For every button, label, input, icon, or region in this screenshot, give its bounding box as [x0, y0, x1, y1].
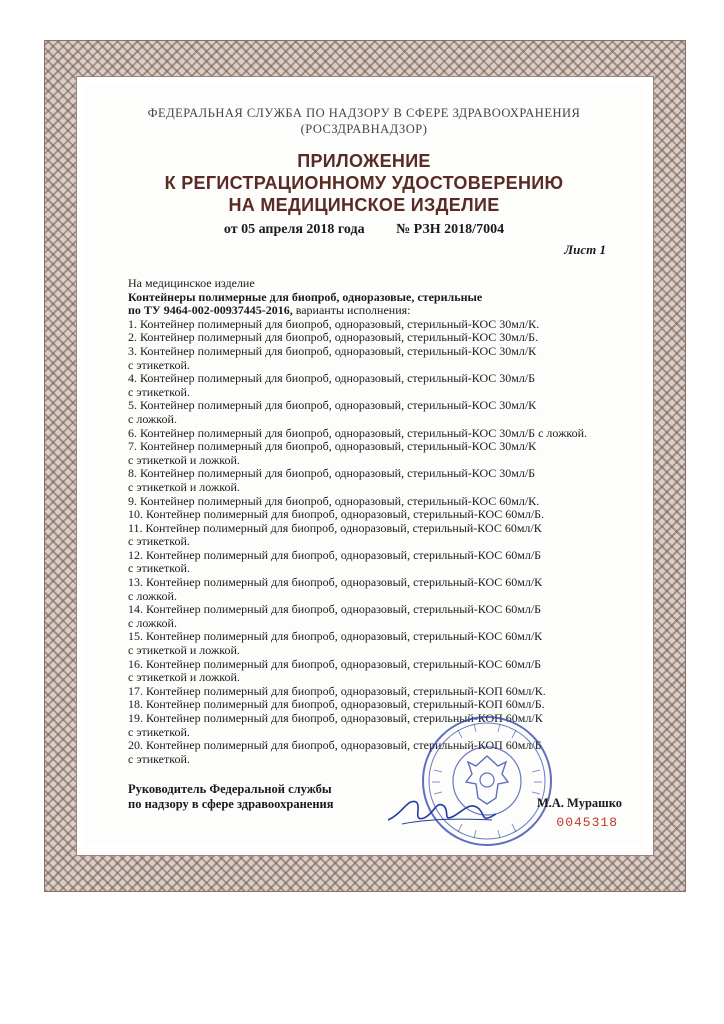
serial-number: 0045318: [556, 815, 618, 830]
variant-list-item: 10. Контейнер полимерный для биопроб, одноразовый, стерильный-КОС 60мл/Б.: [128, 507, 545, 522]
product-name: Контейнеры полимерные для биопроб, одноразовые, стерильные: [128, 289, 483, 304]
variant-list-item: 15. Контейнер полимерный для биопроб, одноразовый, стерильный-КОС 60мл/К: [128, 629, 543, 644]
variant-list-item: с ложкой.: [128, 588, 177, 603]
variant-list-item: с ложкой.: [128, 615, 177, 630]
variant-list-item: с этикеткой и ложкой.: [128, 643, 240, 658]
title-line-3: НА МЕДИЦИНСКОЕ ИЗДЕЛИЕ: [228, 195, 500, 215]
date-number-line: [84, 222, 644, 238]
variant-list-item: 6. Контейнер полимерный для биопроб, одноразовый, стерильный-КОС 30мл/Б с ложкой.: [128, 425, 588, 440]
sheet-number: Лист 1: [564, 242, 606, 257]
title-line-1: ПРИЛОЖЕНИЕ: [297, 151, 431, 171]
position-line-1: Руководитель Федеральной службы: [128, 782, 332, 796]
variant-list-item: 1. Контейнер полимерный для биопроб, одноразовый, стерильный-КОС 30мл/К.: [128, 316, 540, 331]
variant-list-item: 5. Контейнер полимерный для биопроб, одноразовый, стерильный-КОС 30мл/К: [128, 398, 537, 413]
variant-list-item: с этикеткой.: [128, 384, 190, 399]
variant-list-item: 13. Контейнер полимерный для биопроб, одноразовый, стерильный-КОС 60мл/К: [128, 575, 543, 590]
agency-name: ФЕДЕРАЛЬНАЯ СЛУЖБА ПО НАДЗОРУ В СФЕРЕ ЗДРАВООХРАНЕНИЯ: [147, 106, 581, 120]
registration-number: № РЗН 2018/7004: [396, 222, 505, 237]
variant-list-item: 20. Контейнер полимерный для биопроб, одноразовый, стерильный-КОП 60мл/Б: [128, 738, 542, 753]
variant-list-item: с этикеткой.: [128, 357, 190, 372]
variant-list-item: 3. Контейнер полимерный для биопроб, одноразовый, стерильный-КОС 30мл/К: [128, 343, 537, 358]
variant-list-item: 8. Контейнер полимерный для биопроб, одноразовый, стерильный-КОС 30мл/Б: [128, 466, 536, 481]
intro-text: На медицинское изделие: [128, 276, 255, 290]
agency-abbrev: (РОСЗДРАВНАДЗОР): [300, 122, 428, 136]
variant-list-item: 19. Контейнер полимерный для биопроб, одноразовый, стерильный-КОП 60мл/К: [128, 711, 543, 725]
variant-list-item: 12. Контейнер полимерный для биопроб, одноразовый, стерильный-КОС 60мл/Б: [128, 547, 542, 562]
variant-list-item: 4. Контейнер полимерный для биопроб, одноразовый, стерильный-КОС 30мл/Б: [128, 371, 536, 386]
variant-list-item: с этикеткой.: [128, 534, 190, 549]
spec-rest: варианты исполнения:: [292, 303, 411, 318]
document-body: [128, 277, 628, 766]
variant-list-item: с этикеткой.: [128, 724, 190, 739]
signer-name: М.А. Мурашко: [536, 796, 622, 810]
variant-list-item: с этикеткой.: [128, 751, 190, 766]
variant-list-item: 7. Контейнер полимерный для биопроб, одноразовый, стерильный-КОС 30мл/К: [128, 439, 537, 454]
title-line-2: К РЕГИСТРАЦИОННОМУ УДОСТОВЕРЕНИЮ: [164, 173, 564, 193]
variant-list-item: 11. Контейнер полимерный для биопроб, одноразовый, стерильный-КОС 60мл/К: [128, 520, 542, 535]
variant-list-item: 14. Контейнер полимерный для биопроб, одноразовый, стерильный-КОС 60мл/Б: [128, 602, 542, 617]
spec-code: по ТУ 9464-002-00937445-2016,: [128, 303, 293, 318]
agency-header: [84, 105, 644, 137]
variant-list-item: 9. Контейнер полимерный для биопроб, одноразовый, стерильный-КОС 60мл/К.: [128, 493, 540, 508]
variant-list-item: с этикеткой и ложкой.: [128, 479, 240, 494]
variant-list-item: 18. Контейнер полимерный для биопроб, одноразовый, стерильный-КОП 60мл/Б.: [128, 697, 545, 712]
variant-list-item: 2. Контейнер полимерный для биопроб, одноразовый, стерильный-КОС 30мл/Б.: [128, 330, 539, 345]
variant-list-item: с ложкой.: [128, 411, 177, 426]
variant-list-item: с этикеткой и ложкой.: [128, 670, 240, 685]
official-seal: [418, 712, 556, 850]
product-spec: [128, 304, 628, 318]
document-title: [84, 150, 644, 216]
variant-list-item: 17. Контейнер полимерный для биопроб, одноразовый, стерильный-КОП 60мл/К.: [128, 683, 546, 698]
variant-list-item: 16. Контейнер полимерный для биопроб, одноразовый, стерильный-КОС 60мл/Б: [128, 656, 542, 671]
issue-date: от 05 апреля 2018 года: [223, 222, 365, 237]
variant-list-item: с этикеткой и ложкой.: [128, 452, 240, 467]
variant-list-item: с этикеткой.: [128, 561, 190, 576]
position-line-2: по надзору в сфере здравоохранения: [128, 797, 334, 811]
variant-list: [128, 318, 628, 767]
